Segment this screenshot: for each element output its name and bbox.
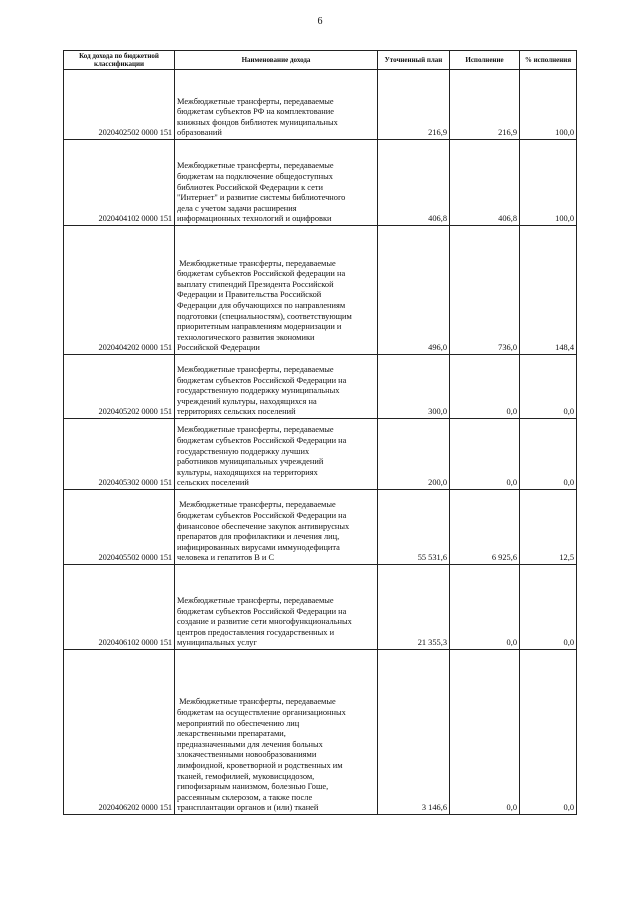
row-name-line: Межбюджетные трансферты, передаваемые: [177, 96, 334, 106]
header-percent: % исполнения: [520, 51, 577, 70]
row-name-line: инфицированных вирусами иммунодефицита: [177, 542, 340, 552]
row-name-line: "Интернет" и развитие системы библиотечного: [177, 193, 346, 203]
row-name-line: культуры, находящихся на территориях: [177, 467, 318, 477]
row-name-line: подготовки (специальностям), соответствующим: [177, 311, 352, 321]
row-name-line: информационных технологий и оцифровки: [177, 214, 332, 224]
row-code: 2020405202 0000 151: [64, 355, 175, 419]
row-plan: 3 146,6: [378, 650, 450, 815]
row-name-line: дела с учетом задачи расширения: [177, 203, 297, 213]
row-percent: 100,0: [520, 140, 577, 226]
row-name-line: рассеянным склерозом, а также после: [177, 792, 313, 802]
row-code: 2020404102 0000 151: [64, 140, 175, 226]
row-name-line: бюджетам субъектов Российской Федерации на: [177, 375, 347, 385]
row-name-line: сельских поселений: [177, 478, 249, 488]
page-number: 6: [317, 16, 323, 27]
row-name-line: центров предоставления государственных и: [177, 627, 335, 637]
row-name-line: препаратов для профилактики и лечения лиц,: [177, 532, 340, 542]
row-name: [175, 355, 378, 419]
row-name-line: Межбюджетные трансферты, передаваемые: [177, 161, 334, 171]
row-name-line: финансовое обеспечение закупок антивирусных: [177, 521, 350, 531]
row-plan: 55 531,6: [378, 490, 450, 565]
row-name-line: предназначенными для лечения больных: [177, 739, 323, 749]
row-execution: 0,0: [450, 419, 520, 490]
header-code: Код дохода по бюджетной классификации: [64, 51, 175, 70]
row-name-line: мероприятий по обеспечению лиц: [177, 718, 300, 728]
row-percent: 0,0: [520, 419, 577, 490]
table-row: [64, 490, 577, 565]
row-name: [175, 565, 378, 650]
row-name-line: учреждений культуры, находящихся на: [177, 396, 317, 406]
row-plan: 216,9: [378, 70, 450, 140]
revenue-table: [63, 50, 577, 815]
row-name-line: выплату стипендий Президента Российской: [177, 279, 334, 289]
row-code: 2020405502 0000 151: [64, 490, 175, 565]
table-body: [64, 70, 577, 815]
row-name-line: бюджетам субъектов Российской Федерации на: [177, 606, 347, 616]
row-name-line: Межбюджетные трансферты, передаваемые: [177, 697, 336, 707]
table-row: [64, 70, 577, 140]
row-name-line: бюджетам на подключение общедоступных: [177, 172, 333, 182]
row-name-line: работников муниципальных учреждений: [177, 457, 324, 467]
row-execution: 0,0: [450, 355, 520, 419]
row-name-line: бюджетам субъектов Российской Федерации на: [177, 436, 347, 446]
row-percent: 100,0: [520, 70, 577, 140]
row-plan: 21 355,3: [378, 565, 450, 650]
row-code: 2020404202 0000 151: [64, 226, 175, 355]
row-name-line: гипофизарным нанизмом, болезнью Гоше,: [177, 782, 329, 792]
row-name: [175, 70, 378, 140]
row-name-line: территориях сельских поселений: [177, 407, 296, 417]
table-row: [64, 226, 577, 355]
row-name-line: создание и развитие сети многофункциональных: [177, 617, 352, 627]
table-row: [64, 355, 577, 419]
row-name: [175, 490, 378, 565]
row-name-line: Межбюджетные трансферты, передаваемые: [177, 500, 336, 510]
row-name-line: Федерации для обучающихся по направлениям: [177, 301, 346, 311]
row-name-line: Межбюджетные трансферты, передаваемые: [177, 365, 334, 375]
row-name-line: лимфоидной, кроветворной и родственных им: [177, 761, 343, 771]
row-name-line: Межбюджетные трансферты, передаваемые: [177, 596, 334, 606]
row-name-line: Федерации и Правительства Российской: [177, 290, 322, 300]
row-name-line: бюджетам субъектов Российской Федерации на: [177, 511, 347, 521]
table-row: [64, 419, 577, 490]
row-percent: 148,4: [520, 226, 577, 355]
row-name-line: приоритетным направлениям модернизации и: [177, 322, 342, 332]
table-row: [64, 565, 577, 650]
row-execution: 736,0: [450, 226, 520, 355]
row-name-line: муниципальных услуг: [177, 638, 257, 648]
row-plan: 406,8: [378, 140, 450, 226]
row-name: [175, 650, 378, 815]
row-name-line: человека и гепатитов В и С: [177, 553, 275, 563]
row-name-line: бюджетам на осуществление организационных: [177, 708, 346, 718]
row-code: 2020406202 0000 151: [64, 650, 175, 815]
row-name: [175, 419, 378, 490]
table-header-row: [64, 51, 577, 70]
header-name: Наименование дохода: [175, 51, 378, 70]
row-name-line: злокачественными новообразованиями: [177, 750, 317, 760]
row-name-line: библиотек Российской Федерации к сети: [177, 182, 323, 192]
table-row: [64, 650, 577, 815]
row-execution: 406,8: [450, 140, 520, 226]
header-execution: Исполнение: [450, 51, 520, 70]
row-plan: 496,0: [378, 226, 450, 355]
row-name-line: Межбюджетные трансферты, передаваемые: [177, 425, 334, 435]
row-name: [175, 226, 378, 355]
row-name-line: бюджетам субъектов Российской федерации на: [177, 269, 346, 279]
row-code: 2020402502 0000 151: [64, 70, 175, 140]
row-execution: 0,0: [450, 650, 520, 815]
row-plan: 200,0: [378, 419, 450, 490]
row-name-line: Межбюджетные трансферты, передаваемые: [177, 258, 336, 268]
table-row: [64, 140, 577, 226]
row-name-line: книжных фондов библиотек муниципальных: [177, 117, 338, 127]
row-name-line: Российской Федерации: [177, 343, 260, 353]
row-plan: 300,0: [378, 355, 450, 419]
row-percent: 12,5: [520, 490, 577, 565]
row-percent: 0,0: [520, 565, 577, 650]
row-name-line: образований: [177, 128, 222, 138]
row-name-line: трансплантации органов и (или) тканей: [177, 803, 319, 813]
row-name-line: бюджетам субъектов РФ на комплектование: [177, 107, 334, 117]
row-percent: 0,0: [520, 355, 577, 419]
row-code: 2020405302 0000 151: [64, 419, 175, 490]
row-execution: 216,9: [450, 70, 520, 140]
row-code: 2020406102 0000 151: [64, 565, 175, 650]
row-execution: 6 925,6: [450, 490, 520, 565]
row-name-line: технологического развития экономики: [177, 332, 315, 342]
row-name-line: лекарственными препаратами,: [177, 729, 286, 739]
row-name-line: государственную поддержку лучших: [177, 446, 310, 456]
row-execution: 0,0: [450, 565, 520, 650]
row-name-line: тканей, гемофилией, муковисцидозом,: [177, 771, 315, 781]
row-percent: 0,0: [520, 650, 577, 815]
header-plan: Уточненный план: [378, 51, 450, 70]
row-name-line: государственную поддержку муниципальных: [177, 386, 340, 396]
row-name: [175, 140, 378, 226]
